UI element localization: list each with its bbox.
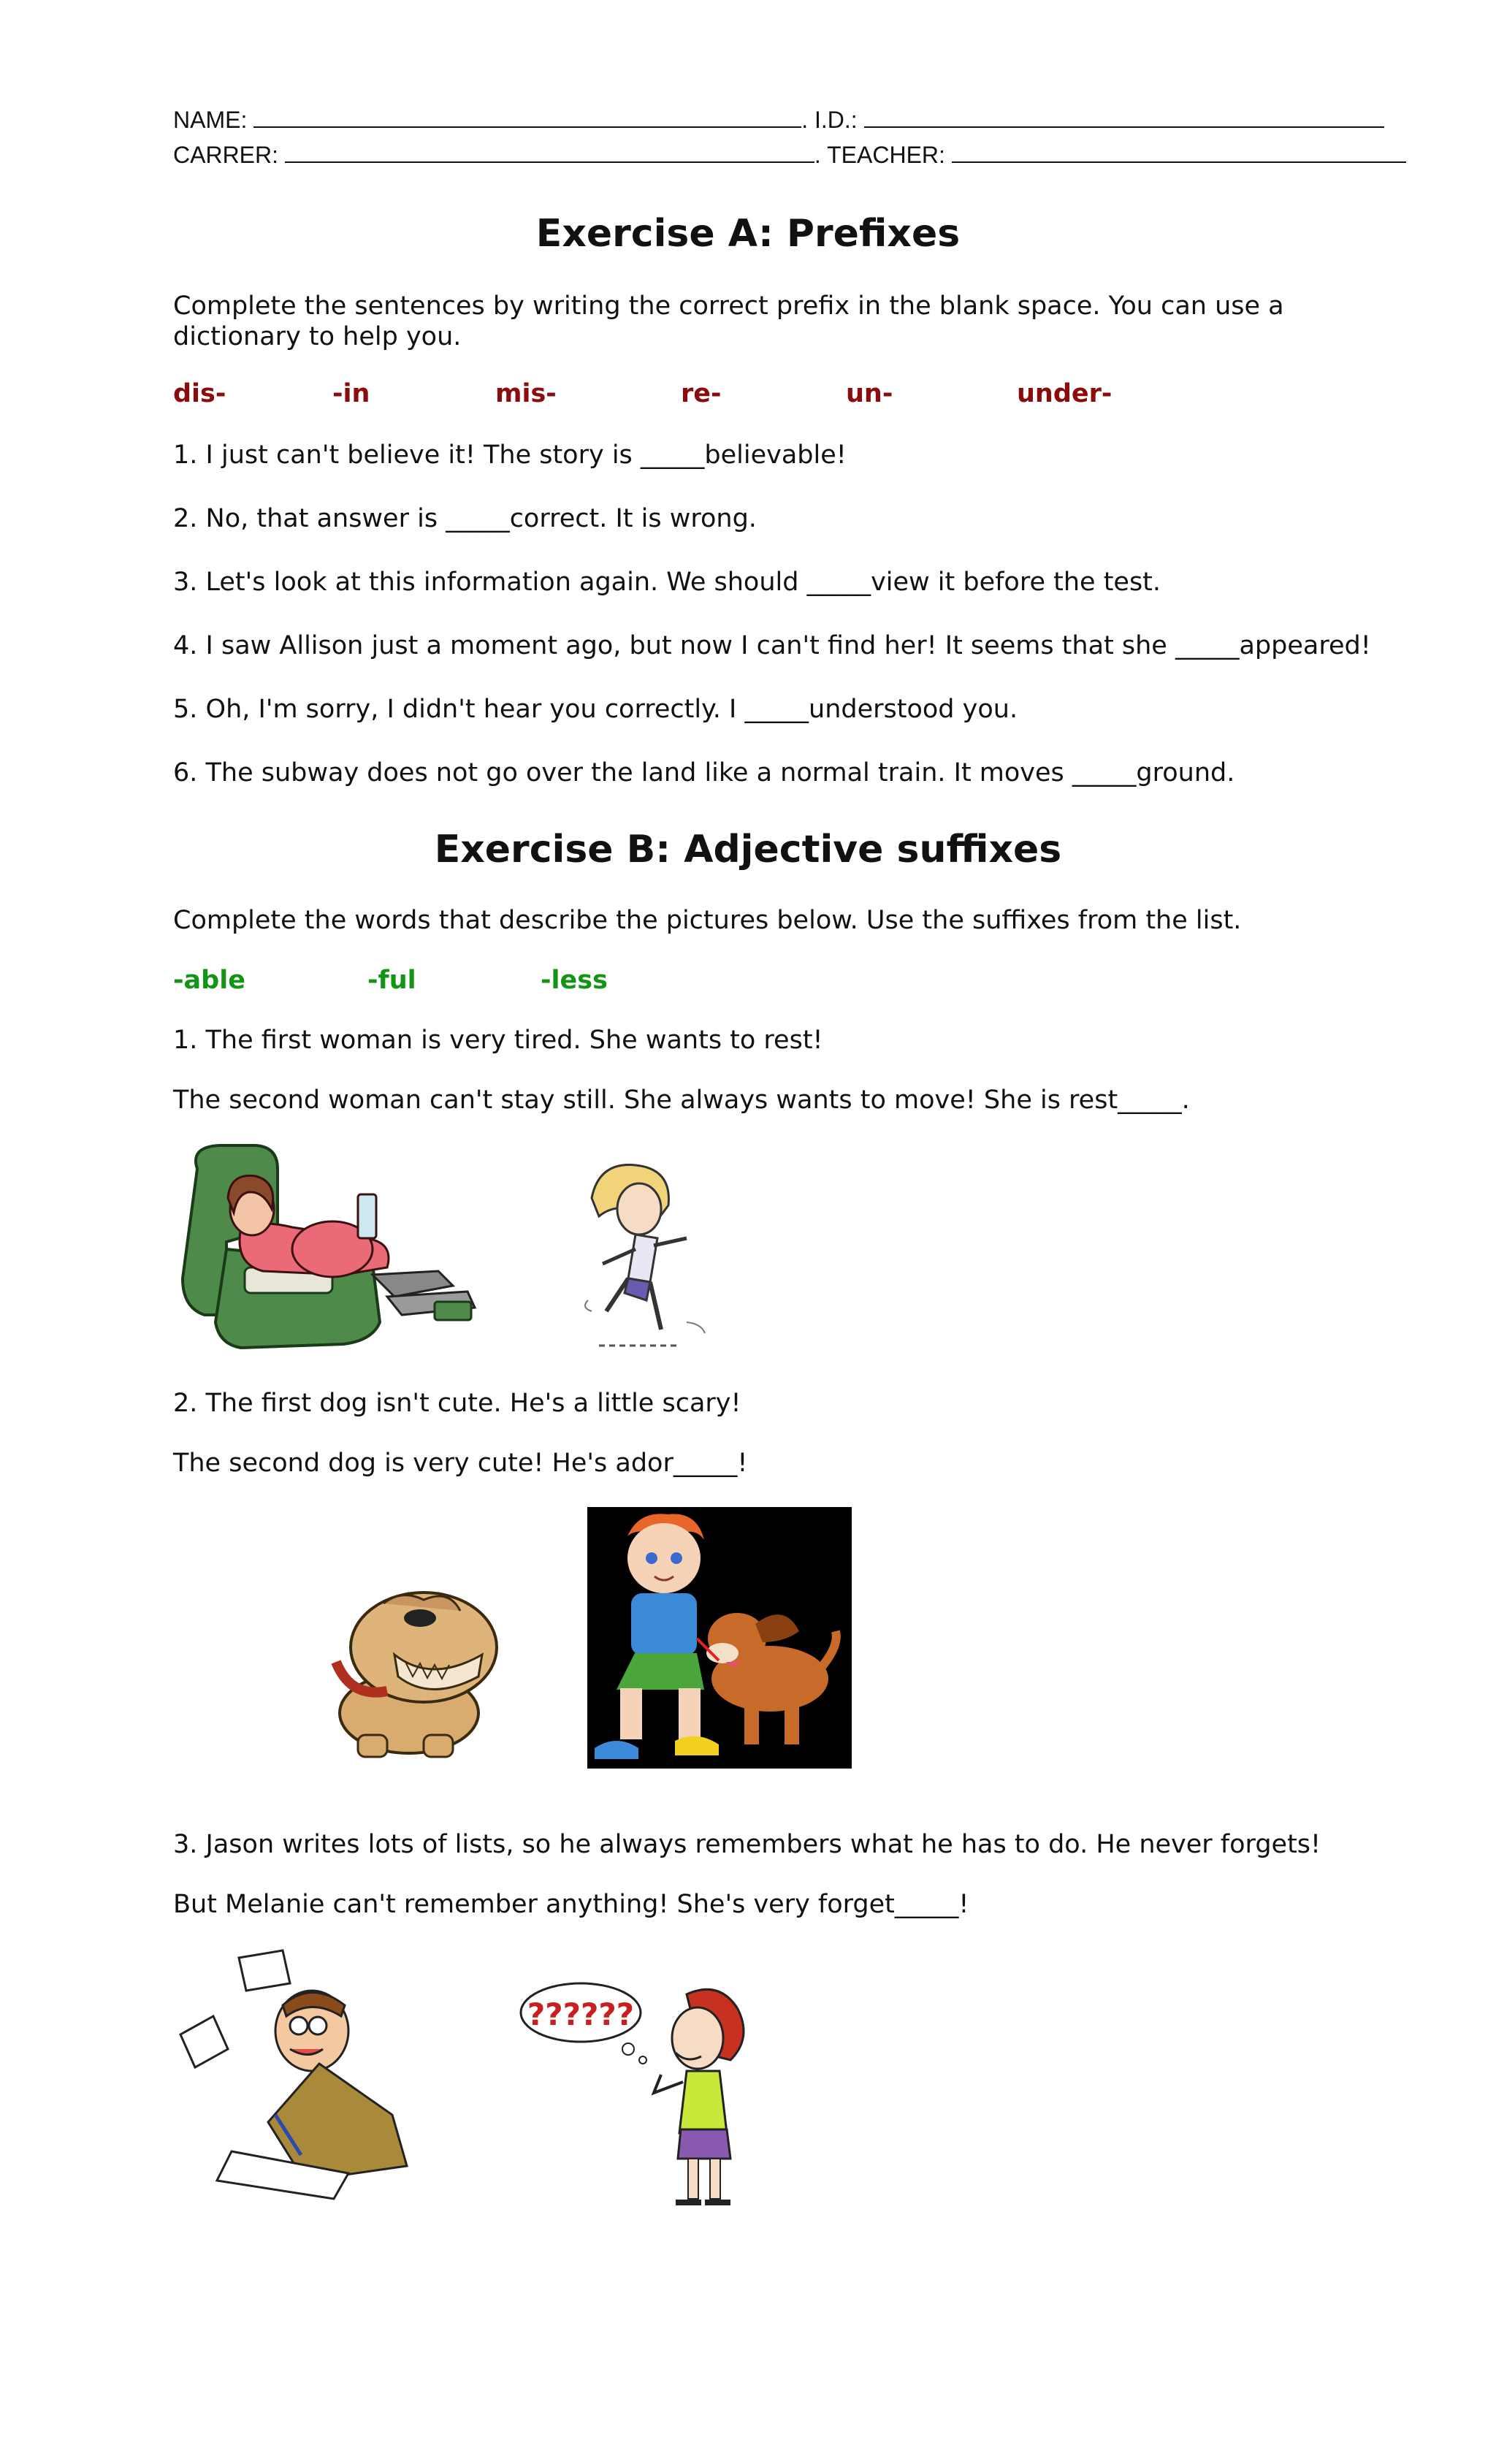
sentence-3: 3. Let's look at this information again. We should _____view it before the test. [173, 568, 1161, 597]
carrer-label: CARRER: [173, 142, 279, 168]
prefix-option: -in [332, 379, 370, 408]
question-3a: 3. Jason writes lots of lists, so he always remembers what he has to do. He never forgets! [173, 1830, 1321, 1859]
prefix-option: re- [681, 379, 722, 408]
carrer-field[interactable] [285, 142, 814, 163]
adorable-dog-boy-picture [587, 1507, 852, 1769]
prefix-option: mis- [495, 379, 557, 408]
id-field[interactable] [864, 107, 1384, 128]
question-2b: The second dog is very cute! He's ador_____! [173, 1449, 748, 1478]
sentence-6: 6. The subway does not go over the land like a normal train. It moves _____ground. [173, 758, 1235, 787]
scary-bulldog-picture [314, 1574, 508, 1768]
exercise-b-instructions: Complete the words that describe the pictures below. Use the suffixes from the list. [173, 906, 1242, 935]
suffix-option: -ful [367, 966, 416, 995]
sentence-2: 2. No, that answer is _____correct. It is wrong. [173, 504, 757, 533]
carrer-teacher-row [173, 142, 1406, 169]
prefix-option: dis- [173, 379, 226, 408]
question-3b: But Melanie can't remember anything! She's very forget_____! [173, 1890, 969, 1919]
exercise-a-title: Exercise A: Prefixes [535, 212, 961, 256]
melanie-forgetful-picture [519, 1972, 760, 2213]
sentence-5: 5. Oh, I'm sorry, I didn't hear you correctly. I _____understood you. [173, 695, 1018, 724]
exercise-a-instructions: Complete the sentences by writing the correct prefix in the blank space. You can use a dictionary to help you. [173, 291, 1284, 351]
jason-writing-picture [173, 1947, 421, 2210]
tired-woman-armchair-picture [175, 1140, 489, 1355]
sentence-1: 1. I just can't believe it! The story is _____believable! [173, 440, 847, 470]
name-field[interactable] [253, 107, 801, 128]
exercise-b-title: Exercise B: Adjective suffixes [434, 828, 1062, 871]
suffix-option: -able [173, 966, 245, 995]
name-id-row [173, 107, 1384, 134]
teacher-field[interactable] [952, 142, 1406, 163]
suffix-option: -less [541, 966, 608, 995]
prefix-option: under- [1017, 379, 1113, 408]
question-2a: 2. The first dog isn't cute. He's a little scary! [173, 1389, 741, 1418]
id-label: . I.D.: [801, 107, 858, 133]
name-label: NAME: [173, 107, 248, 133]
teacher-label: . TEACHER: [814, 142, 945, 168]
sentence-4: 4. I saw Allison just a moment ago, but now I can't find her! It seems that she _____appeared! [173, 631, 1371, 660]
question-1b: The second woman can't stay still. She always wants to move! She is rest_____. [173, 1086, 1190, 1115]
restless-woman-running-picture [577, 1154, 723, 1351]
thought-bubble-text: ?????? [527, 1996, 635, 2032]
question-1a: 1. The first woman is very tired. She wants to rest! [173, 1026, 823, 1055]
prefix-option: un- [846, 379, 893, 408]
